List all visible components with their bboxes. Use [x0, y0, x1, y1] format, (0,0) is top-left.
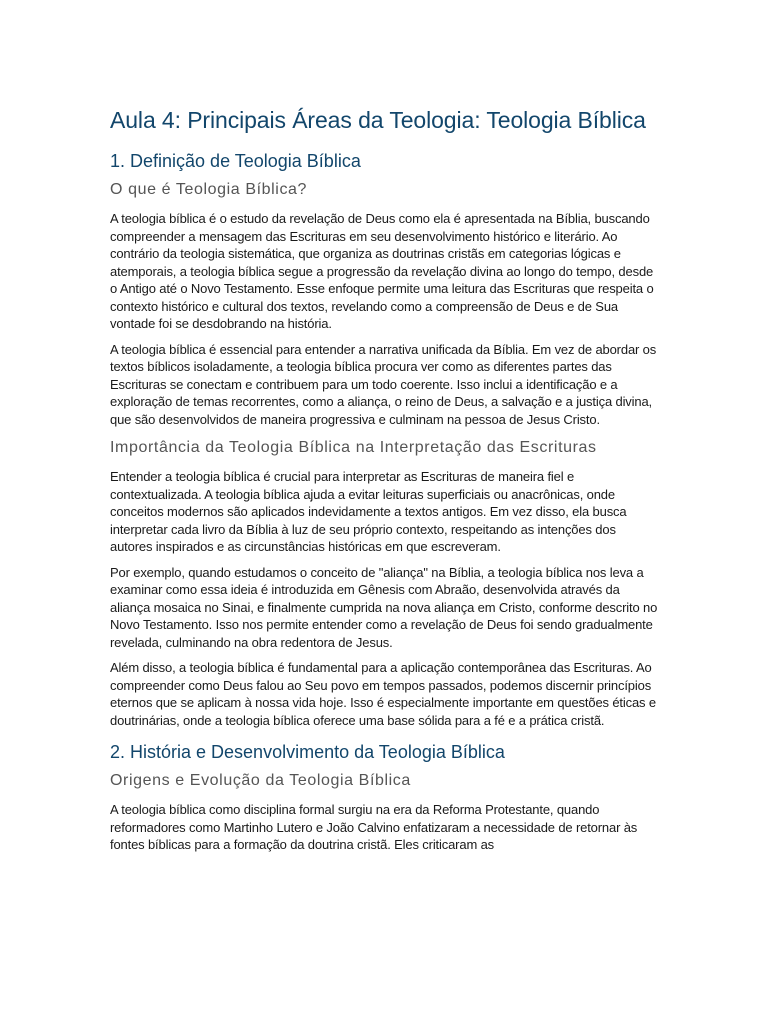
paragraph: Por exemplo, quando estudamos o conceito de "aliança" na Bíblia, a teologia bíblica nos leva a examinar como essa ideia é introduzida em Gênesis com Abraão, desenvolvida através da aliança mosaica no Sinai, e finalmente cumprida na nova aliança em Cristo, conforme descrito no Novo Testamento. Isso nos permite entender como a revelação de Deus foi sendo gradualmente revelada, culminando na obra redentora de Jesus. — [110, 564, 658, 650]
paragraph: A teologia bíblica é essencial para entender a narrativa unificada da Bíblia. Em vez de abordar os textos bíblicos isoladamente, a teologia bíblica procura ver como as diferentes partes das Escrituras se conectam e contribuem para um todo coerente. Isso inclui a identificação e a exploração de temas recorrentes, como a aliança, o reino de Deus, a salvação e a justiça divina, que são desenvolvidos de maneira progressiva e culminam na pessoa de Jesus Cristo. — [110, 341, 657, 427]
document-page — [110, 104, 658, 862]
paragraph: A teologia bíblica como disciplina formal surgiu na era da Reforma Protestante, quando reformadores como Martinho Lutero e João Calvino enfatizaram a necessidade de retornar às fontes bíblicas para a formação da doutrina cristã. Eles criticaram as — [110, 802, 638, 852]
subsection-heading-importance: Importância da Teologia Bíblica na Interpretação das Escrituras — [110, 439, 597, 456]
page-title: Aula 4: Principais Áreas da Teologia: Teologia Bíblica — [110, 107, 646, 133]
paragraph: A teologia bíblica é o estudo da revelação de Deus como ela é apresentada na Bíblia, buscando compreender a mensagem das Escrituras em seu desenvolvimento histórico e literário. Ao contrário da teologia sistemática, que organiza as doutrinas cristãs em categorias lógicas e atemporais, a teologia bíblica segue a progressão da revelação divina ao longo do tempo, desde o Antigo até o Novo Testamento. Esse enfoque permite uma leitura das Escrituras que respeita o contexto histórico e cultural dos textos, revelando como a compreensão de Deus e de Sua vontade foi se desdobrando na história. — [110, 211, 654, 331]
section-heading-definition: 1. Definição de Teologia Bíblica — [110, 151, 361, 171]
subsection-heading-origins: Origens e Evolução da Teologia Bíblica — [110, 772, 411, 789]
paragraph: Entender a teologia bíblica é crucial para interpretar as Escrituras de maneira fiel e contextualizada. A teologia bíblica ajuda a evitar leituras superficiais ou anacrônicas, onde conceitos modernos são aplicados indevidamente a textos antigos. Em vez disso, ela busca interpretar cada livro da Bíblia à luz de seu próprio contexto, respeitando as intenções dos autores inspirados e as circunstâncias históricas em que escreveram. — [110, 469, 627, 554]
section-heading-history: 2. História e Desenvolvimento da Teologia Bíblica — [110, 742, 505, 762]
paragraph: Além disso, a teologia bíblica é fundamental para a aplicação contemporânea das Escrituras. Ao compreender como Deus falou ao Seu povo em tempos passados, podemos discernir princípios eternos que se aplicam à nossa vida hoje. Isso é especialmente importante em questões éticas e doutrinárias, onde a teologia bíblica oferece uma base sólida para a fé e a prática cristã. — [110, 660, 656, 728]
subsection-heading-what-is: O que é Teologia Bíblica? — [110, 181, 308, 198]
